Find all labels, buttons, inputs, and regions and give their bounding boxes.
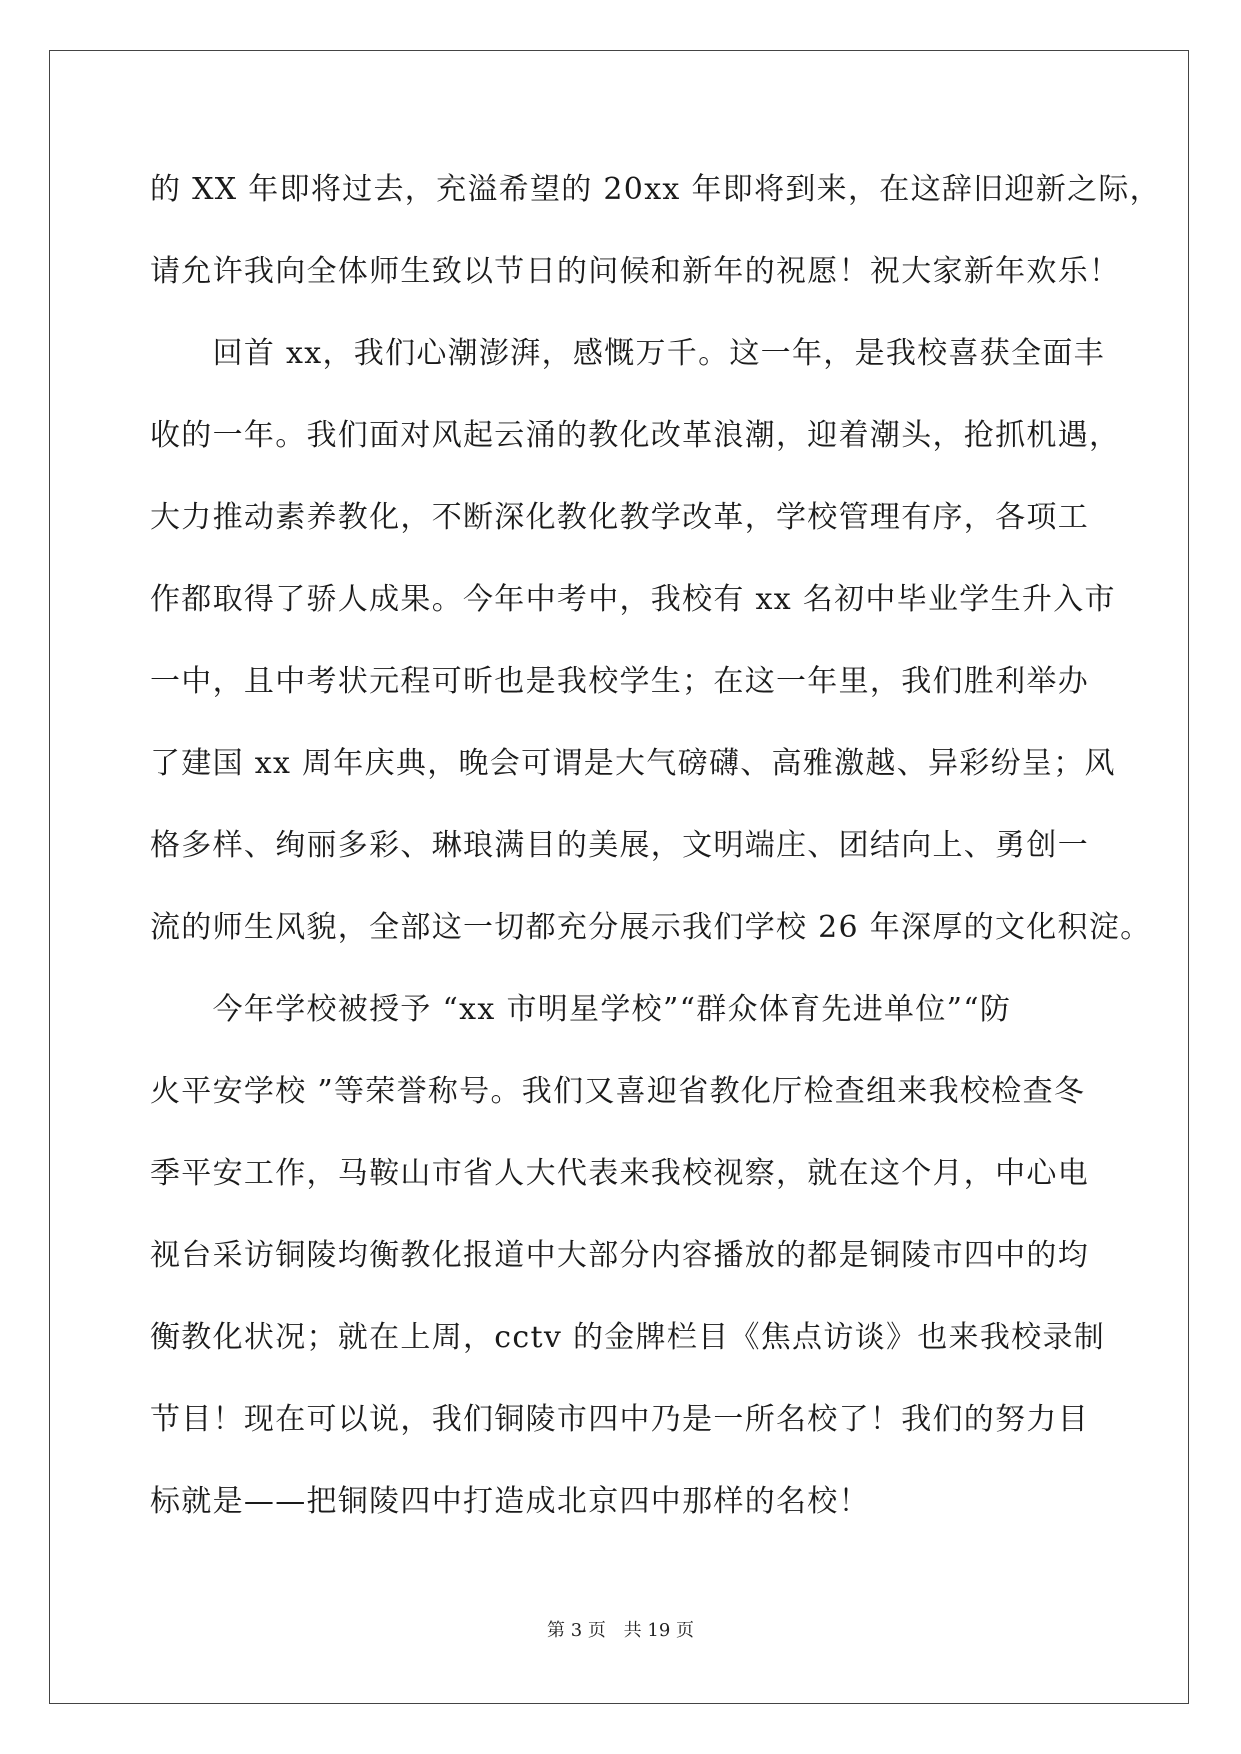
text-line: 收的一年。我们面对风起云涌的教化改革浪潮，迎着潮头，抢抓机遇， [150,418,1121,453]
document-body [150,160,1161,1554]
page-total: 共 19 页 [623,1620,694,1641]
text-line: 作都取得了骄人成果。今年中考中，我校有 xx 名初中毕业学生升入市 [150,582,1116,617]
page-footer [0,1619,1241,1643]
text-line: 节目！现在可以说，我们铜陵市四中乃是一所名校了！我们的努力目 [150,1402,1089,1437]
text-line: 一中，且中考状元程可昕也是我校学生；在这一年里，我们胜利举办 [150,664,1089,699]
text-line: 请允许我向全体师生致以节日的问候和新年的祝愿！祝大家新年欢乐！ [150,254,1121,289]
text-line: 标就是——把铜陵四中打造成北京四中那样的名校！ [150,1484,870,1519]
page-number: 第 3 页 [547,1620,606,1641]
text-line: 视台采访铜陵均衡教化报道中大部分内容播放的都是铜陵市四中的均 [150,1238,1089,1273]
text-line: 的 XX 年即将过去，充溢希望的 20xx 年即将到来，在这辞旧迎新之际， [150,172,1161,207]
text-line: 了建国 xx 周年庆典，晚会可谓是大气磅礴、高雅激越、异彩纷呈；风 [150,746,1116,781]
text-line: 衡教化状况；就在上周，cctv 的金牌栏目《焦点访谈》也来我校录制 [150,1320,1106,1355]
text-line: 季平安工作，马鞍山市省人大代表来我校视察，就在这个月，中心电 [150,1156,1089,1191]
text-line: 流的师生风貌，全部这一切都充分展示我们学校 26 年深厚的文化积淀。 [150,910,1152,945]
text-line: 格多样、绚丽多彩、琳琅满目的美展，文明端庄、团结向上、勇创一 [150,828,1089,863]
text-line: 大力推动素养教化，不断深化教化教学改革，学校管理有序，各项工 [150,500,1089,535]
text-line: 火平安学校 ”等荣誉称号。我们又喜迎省教化厅检查组来我校检查冬 [150,1074,1086,1109]
text-line: 今年学校被授予 “xx 市明星学校”“群众体育先进单位”“防 [150,992,1012,1027]
text-line: 回首 xx，我们心潮澎湃，感慨万千。这一年，是我校喜获全面丰 [150,336,1105,371]
